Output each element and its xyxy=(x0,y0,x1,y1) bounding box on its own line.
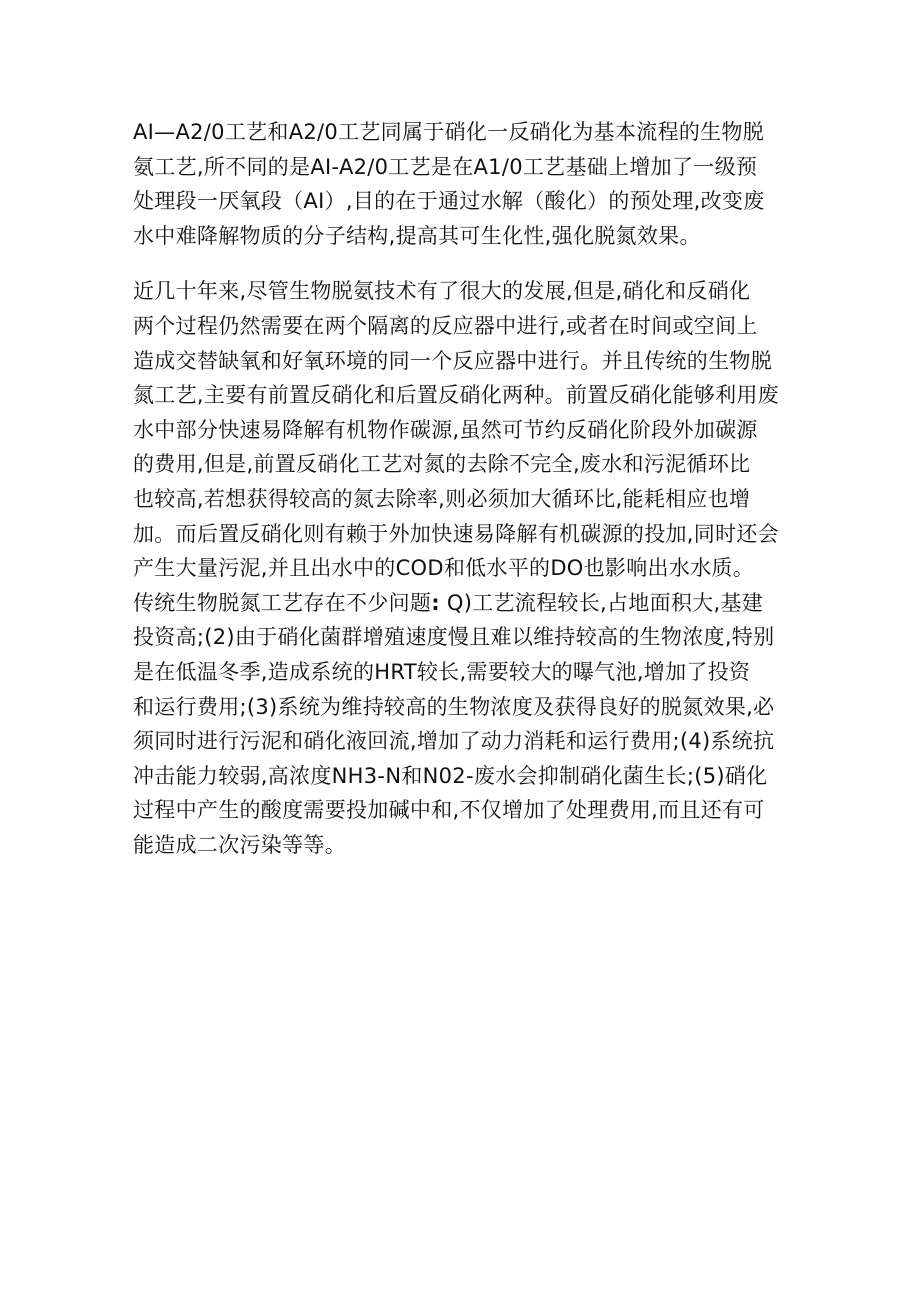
text-line: 过程中产生的酸度需要投加碱中和,不仅增加了处理费用,而且还有可 xyxy=(133,798,765,823)
text-line: 两个过程仍然需要在两个隔离的反应器中进行,或者在时间或空间上 xyxy=(133,313,758,338)
text-segment: Q)工艺流程较长,占地面积大,基建 xyxy=(439,590,764,615)
text-line: 氮工艺,主要有前置反硝化和后置反硝化两种。前置反硝化能够利用废 xyxy=(133,383,779,408)
text-line: 氨工艺,所不同的是AI-A2/0工艺是在A1/0工艺基础上增加了一级预 xyxy=(133,154,758,179)
text-line xyxy=(133,586,793,621)
text-segment: 传统生物脱氮工艺存在不少问题 xyxy=(133,590,432,615)
text-line: 是在低温冬季,造成系统的HRT较长,需要较大的曝气池,增加了投资 xyxy=(133,659,751,684)
text-line: 造成交替缺氧和好氧环境的同一个反应器中进行。并且传统的生物脱 xyxy=(133,348,772,373)
text-line: 加。而后置反硝化则有赖于外加快速易降解有机碳源的投加,同时还会 xyxy=(133,521,779,546)
text-line: 冲击能力较弱,高浓度NH3-N和N02-废水会抑制硝化菌生长;(5)硝化 xyxy=(133,763,768,788)
text-line: AI—A2/0工艺和A2/0工艺同属于硝化一反硝化为基本流程的生物脱 xyxy=(133,120,765,144)
text-line: 投资高;(2)由于硝化菌群增殖速度慢且难以维持较高的生物浓度,特别 xyxy=(133,625,775,650)
text-line: 处理段一厌氧段（AI）,目的在于通过水解（酸化）的预处理,改变废 xyxy=(133,189,765,214)
text-line: 水中部分快速易降解有机物作碳源,虽然可节约反硝化阶段外加碳源 xyxy=(133,417,758,442)
text-line: 须同时进行污泥和硝化液回流,增加了动力消耗和运行费用;(4)系统抗 xyxy=(133,729,775,754)
paragraph-2 xyxy=(133,274,793,862)
text-line: 也较高,若想获得较高的氮去除率,则必须加大循环比,能耗相应也增 xyxy=(133,486,751,511)
text-line: 产生大量污泥,并且出水中的COD和低水平的DO也影响出水水质。 xyxy=(133,556,755,581)
bold-colon: : xyxy=(431,590,440,615)
text-line: 能造成二次污染等等。 xyxy=(133,832,346,857)
text-line: 的费用,但是,前置反硝化工艺对氮的去除不完全,废水和污泥循环比 xyxy=(133,452,751,477)
text-line: 近几十年来,尽管生物脱氨技术有了很大的发展,但是,硝化和反硝化 xyxy=(133,279,751,304)
paragraph-1 xyxy=(133,115,793,253)
document-body xyxy=(133,115,793,862)
text-line: 水中难降解物质的分子结构,提高其可生化性,强化脱氮效果。 xyxy=(133,223,701,248)
text-line: 和运行费用;(3)系统为维持较高的生物浓度及获得良好的脱氮效果,必 xyxy=(133,694,775,719)
